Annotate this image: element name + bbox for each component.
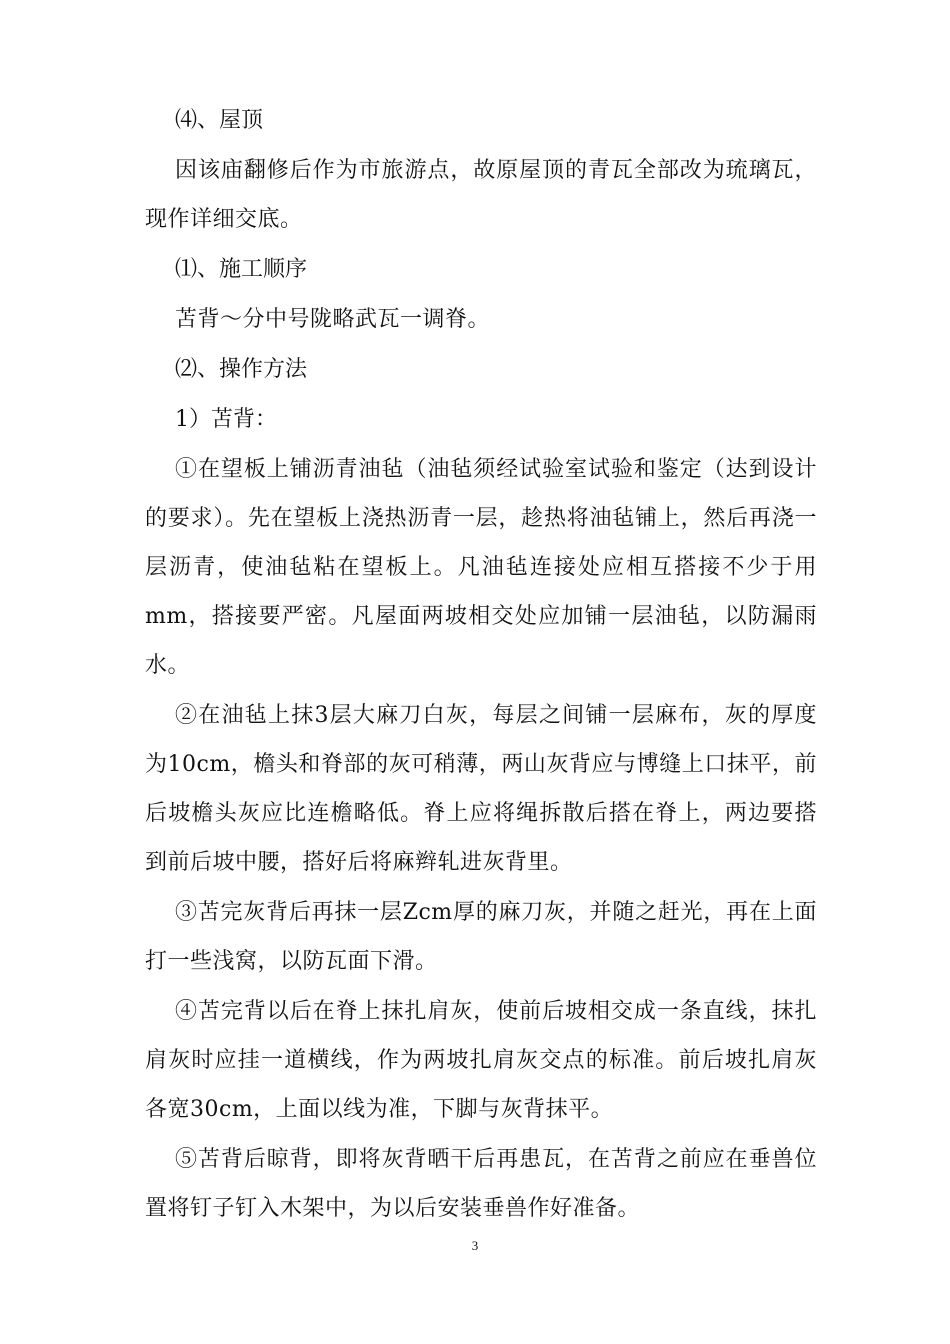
paragraph-intro: 因该庙翻修后作为市旅游点，故原屋顶的青瓦全部改为琉璃瓦，现作详细交底。: [145, 158, 817, 232]
document-body: [145, 96, 817, 1233]
section-heading-method: ⑵、操作方法: [175, 357, 308, 382]
paragraph-order: 苫背～分中号陇略武瓦一调脊。: [175, 307, 491, 332]
paragraph-item-2: ②在油毡上抹3层大麻刀白灰，每层之间铺一层麻布，灰的厚度为10cm，檐头和脊部的灰可稍薄，两山灰背应与博缝上口抹平，前后坡檐头灰应比连檐略低。脊上应将绳拆散后搭在脊上，两边要搭到前后坡中腰，搭好后将麻辫轧进灰背里。: [145, 703, 817, 875]
paragraph-item-3: ③苫完灰背后再抹一层Zcm厚的麻刀灰，并随之赶光，再在上面打一些浅窝，以防瓦面下滑。: [145, 900, 817, 974]
paragraph-item-4: ④苫完背以后在脊上抹扎肩灰，使前后坡相交成一条直线，抹扎肩灰时应挂一道横线，作为两坡扎肩灰交点的标准。前后坡扎肩灰各宽30cm，上面以线为准，下脚与灰背抹平。: [145, 999, 817, 1122]
paragraph-item-5: ⑤苫背后晾背，即将灰背晒干后再患瓦，在苫背之前应在垂兽位置将钉子钉入木架中，为以后安装垂兽作好准备。: [145, 1147, 817, 1221]
section-heading-construction-order: ⑴、施工顺序: [175, 257, 308, 282]
section-heading-roof: ⑷、屋顶: [175, 108, 264, 133]
paragraph-item-1: ①在望板上铺沥青油毡（油毡须经试验室试验和鉴定（达到设计的要求）。先在望板上浇热沥青一层，趁热将油毡铺上，然后再浇一层沥青，使油毡粘在望板上。凡油毡连接处应相互搭接不少于用mm，搭接要严密。凡屋面两坡相交处应加铺一层油毡，以防漏雨水。: [145, 457, 817, 678]
subheading-back-covering: 1）苫背：: [175, 407, 277, 432]
page-number: 3: [471, 1238, 479, 1253]
